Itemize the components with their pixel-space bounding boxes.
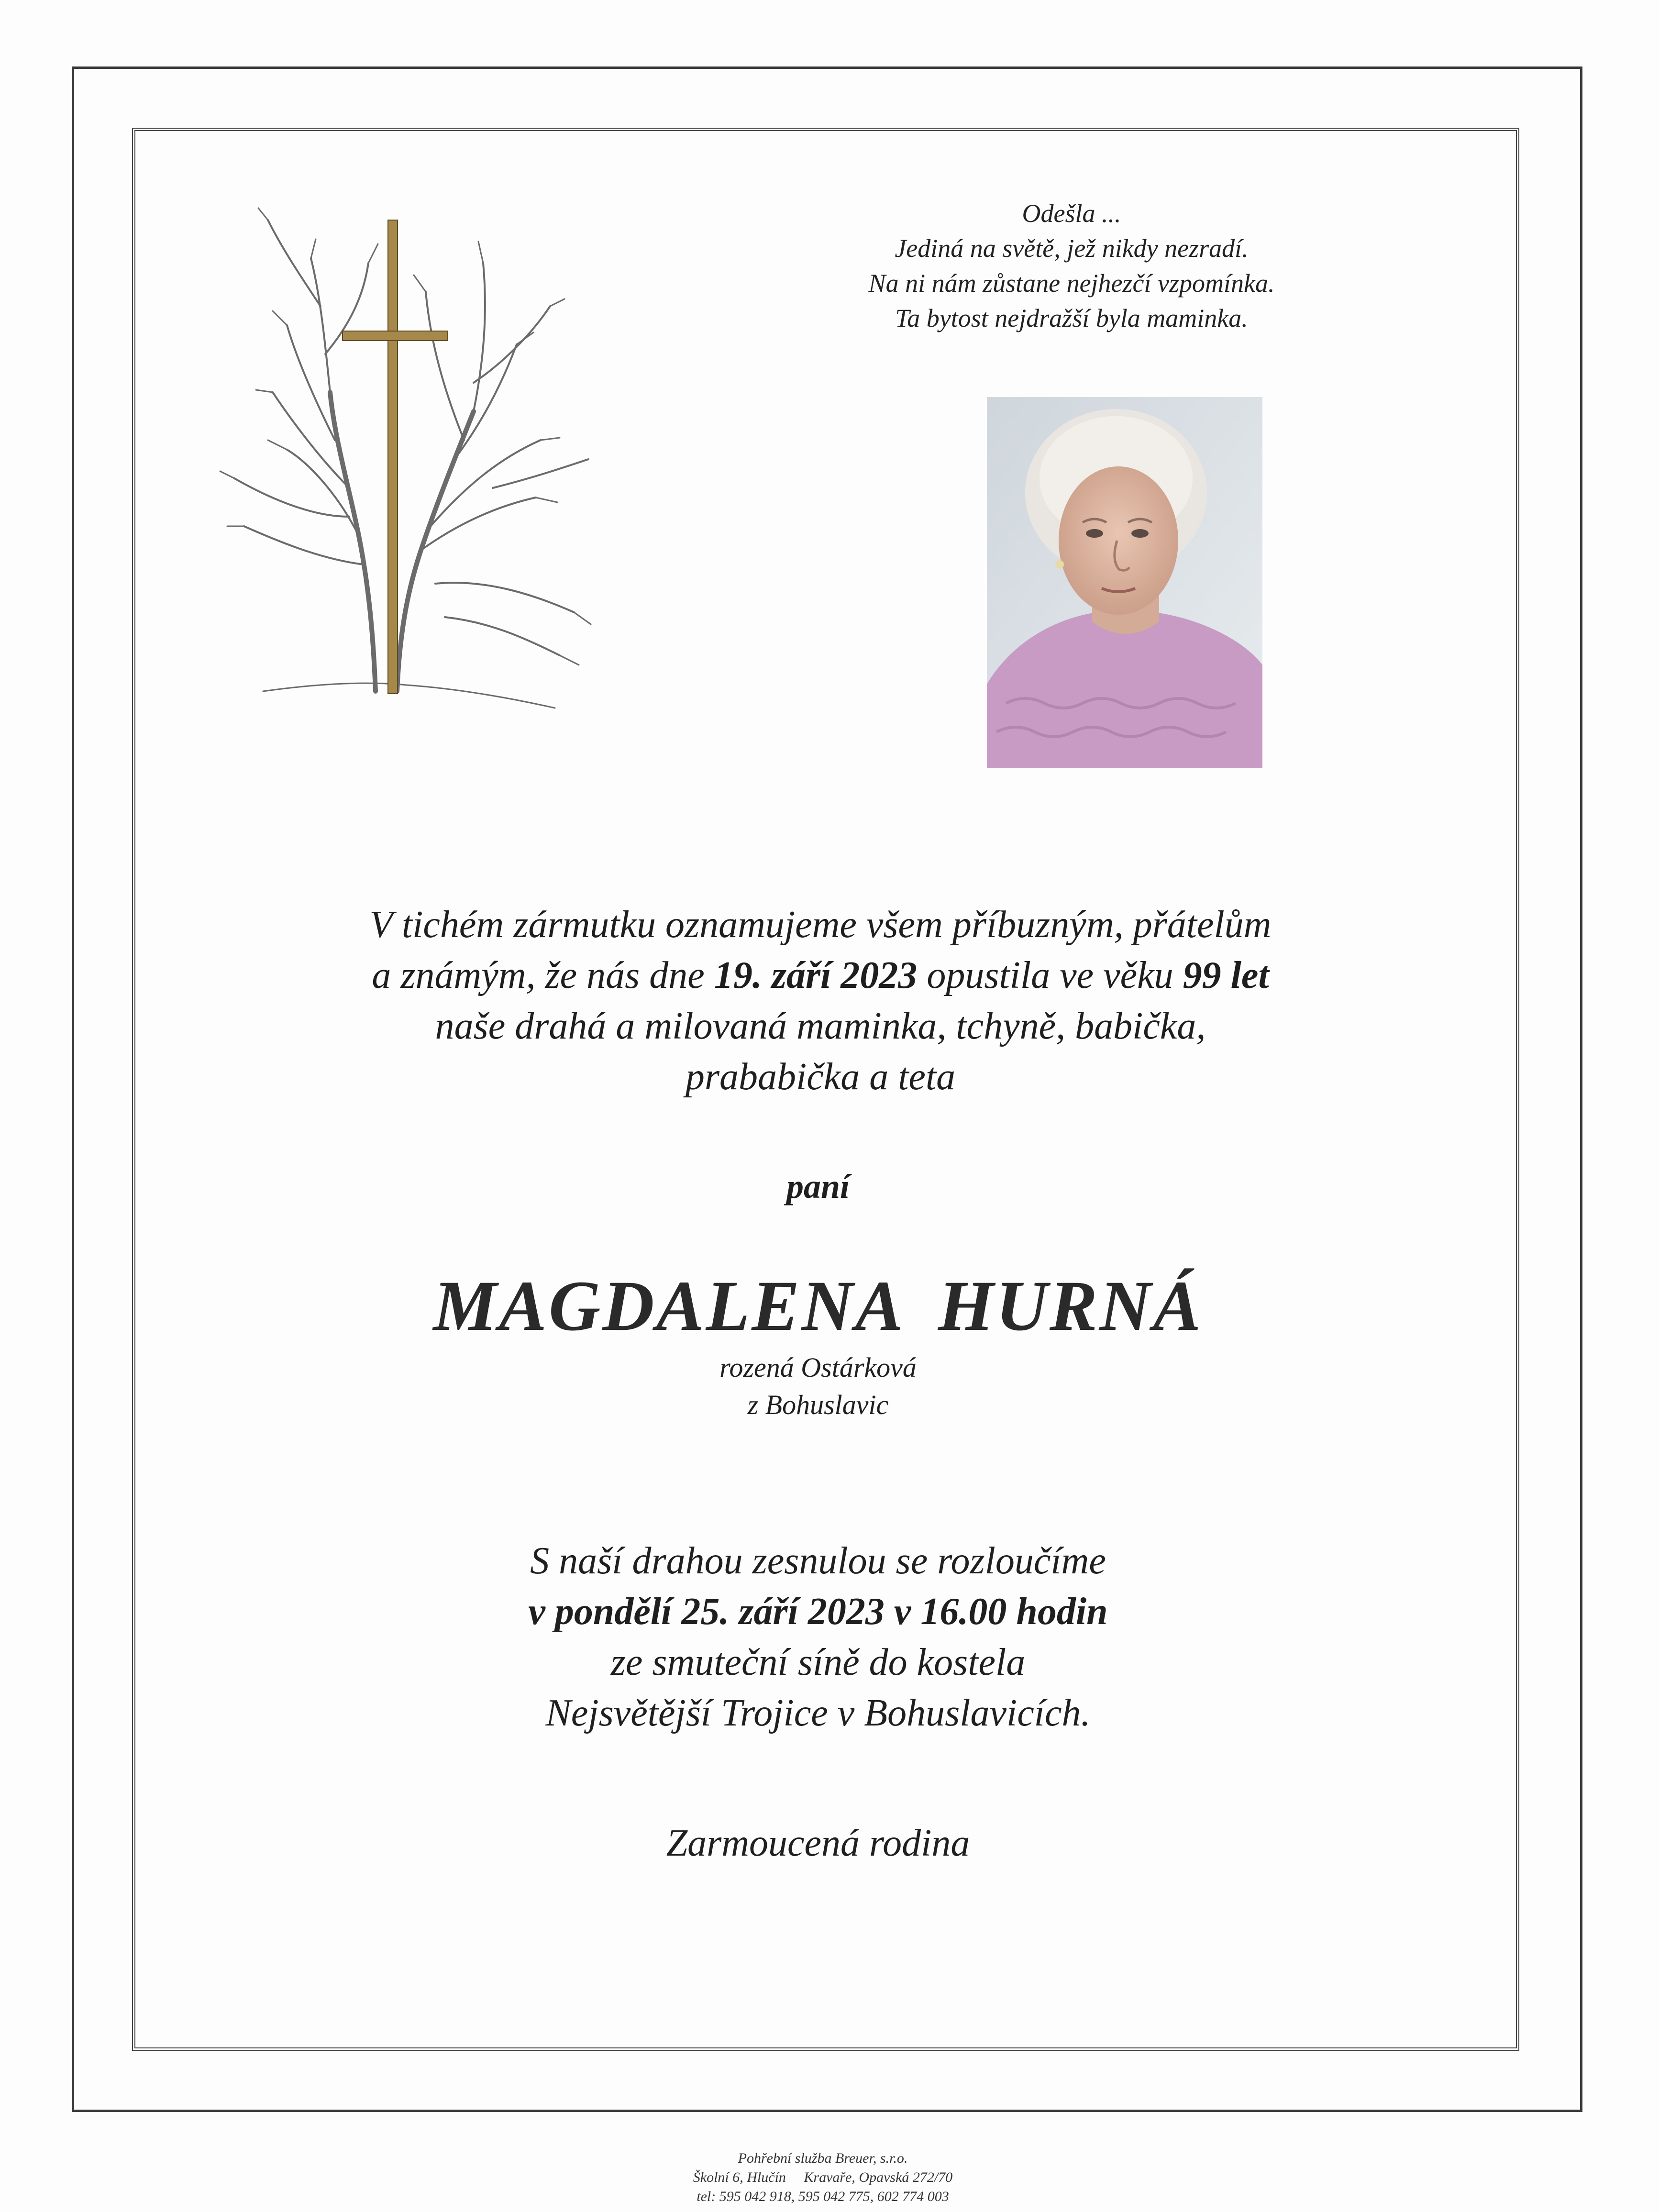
portrait-photo [987,397,1262,768]
footer-phones: tel: 595 042 918, 595 042 775, 602 774 003 [697,2189,949,2204]
funeral-datetime: v pondělí 25. září 2023 v 16.00 hodin [528,1591,1108,1633]
footer-company: Pohřební služba Breuer, s.r.o. [738,2150,908,2166]
funeral-info [335,1536,1301,1738]
funeral-line: Nejsvětější Trojice v Bohuslavicích. [545,1692,1091,1734]
footer-addresses: Školní 6, Hlučín Kravaře, Opavská 272/70 [693,2169,953,2185]
memorial-poem [794,196,1349,336]
announcement-line: naše drahá a milovaná maminka, tchyně, babička, [435,1005,1206,1047]
poem-line: Jediná na světě, jež nikdy nezradí. [895,234,1249,263]
origin: z Bohuslavic [747,1389,889,1420]
deceased-name: MAGDALENA HURNÁ [433,1266,1203,1346]
deceased-details [531,1349,1105,1424]
poem-line: Na ni nám zůstane nejhezčí vzpomínka. [868,269,1275,298]
age: 99 let [1183,954,1269,996]
funeral-service-footer [588,2149,1057,2206]
poem-line: Odešla ... [1022,199,1121,228]
announcement-line: a známým, že nás dne 19. září 2023 opustila ve věku 99 let [372,954,1269,996]
funeral-line: ze smuteční síně do kostela [610,1641,1026,1683]
signoff: Zarmoucená rodina [666,1822,970,1864]
maiden-name: rozená Ostárková [719,1352,917,1383]
cross-icon [343,220,448,694]
announcement-text [239,899,1402,1102]
death-date: 19. září 2023 [714,954,918,996]
funeral-line: S naší drahou zesnulou se rozloučíme [530,1540,1106,1582]
honorific: paní [786,1167,850,1206]
announcement-line: V tichém zármutku oznamujeme všem příbuzným, přátelům [369,904,1272,946]
poem-line: Ta bytost nejdražší byla maminka. [895,304,1248,332]
announcement-line: prababička a teta [685,1056,956,1098]
tree-with-cross-icon [206,153,608,718]
